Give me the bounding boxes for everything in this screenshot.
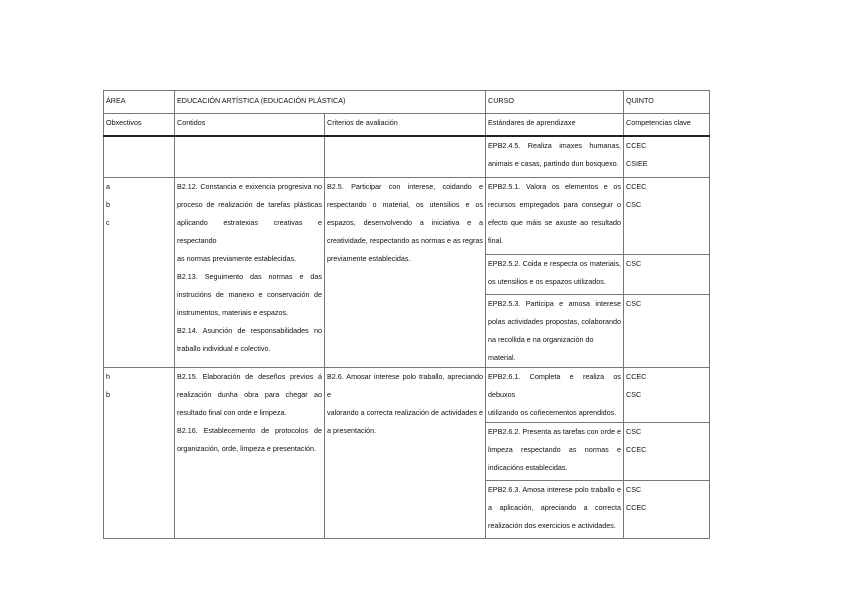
text-line: B2.5. Participar con interese, coidando e [327,182,483,191]
contidos-cell [175,136,325,178]
list-item: b [106,390,110,399]
competencias-cell [624,423,710,481]
list-item: b [106,200,110,209]
text-line: animais e casas, partindo dun bosquexo. [488,159,619,168]
text-line: B2.13. Seguimento das normas e das [177,272,322,281]
list-item: CSC [626,390,642,399]
list-item: CCEC [626,445,647,454]
text-line: limpeza respectando as normas e [488,445,621,454]
list-item: CSC [626,485,642,494]
list-item: CSC [626,427,642,436]
area-value: EDUCACIÓN ARTÍSTICA (EDUCACIÓN PLÁSTICA) [175,91,486,114]
text-line: valorando a correcta realización de actividades e [327,408,483,417]
text-line: EPB2.5.1. Valora os elementos e os [488,182,621,191]
text-line: espazos, desenvolvendo a iniciativa e a [327,218,483,227]
competencias-cell [624,295,710,368]
text-line: aplicando estratexias creativas e respectando [177,218,322,245]
text-line: B2.14. Asunción de responsabilidades no [177,326,322,335]
text-line: previamente establecidas. [327,254,411,263]
obxectivos-cell [104,136,175,178]
criterio-text [327,368,483,440]
text-line: traballo individual e colectivo. [177,344,271,353]
standard-text [488,255,621,291]
standard-cell [486,178,624,255]
text-line: B2.15. Elaboración de deseños previos á [177,372,322,381]
competencias-cell [624,255,710,295]
text-line: as normas previamente establecidas. [177,254,297,263]
table-row [104,178,710,255]
contido-paragraph [177,422,322,458]
competencias-cell [624,368,710,423]
standard-cell [486,481,624,539]
text-line: realización dunha obra para chegar ao [177,390,322,399]
curriculum-table [103,90,710,539]
area-label: ÁREA [104,91,175,114]
criterio-cell [325,178,486,368]
list-item: CSC [626,299,642,308]
text-line: EPB2.6.2. Presenta as tarefas con orde e [488,427,621,436]
text-line: realización dos exercicios e actividades. [488,521,616,530]
text-line: creatividade, respectando as normas e as regras [327,236,483,245]
text-line: recursos empregados para conseguir o [488,200,621,209]
text-line: proceso de realización de tarefas plásticas [177,200,322,209]
criterio-text [327,178,483,268]
criterio-cell [325,368,486,539]
list-item: CCEC [626,503,647,512]
standard-text [488,178,621,250]
text-line: a aplicación, apreciando a correcta [488,503,621,512]
contidos-cell [175,368,325,539]
standard-text [488,137,621,173]
standard-cell [486,255,624,295]
list-item: c [106,218,110,227]
column-header-row [104,114,710,137]
text-line: EPB2.6.1. Completa e realiza os debuxos [488,372,621,399]
standard-text [488,481,621,535]
competencias-cell [624,178,710,255]
standard-cell [486,295,624,368]
table-row [104,136,710,178]
list-item: CCEC [626,141,647,150]
text-line: EPB2.5.3. Participa e amosa interese [488,299,621,308]
competencias-cell [624,136,710,178]
list-item: CSC [626,259,642,268]
column-header-estandares: Estándares de aprendizaxe [486,114,624,137]
list-item: CSIEE [626,159,648,168]
list-item: h [106,372,110,381]
text-line: indicacións establecidas. [488,463,568,472]
criterio-cell [325,136,486,178]
list-item: a [106,182,110,191]
column-header-obxectivos: Obxectivos [104,114,175,137]
column-header-criterios: Criterios de avaliación [325,114,486,137]
text-line: final. [488,236,504,245]
contido-paragraph [177,368,322,422]
text-line: EPB2.4.5. Realiza imaxes humanas, [488,141,621,150]
contidos-cell [175,178,325,368]
text-line: na recollida e na organización do material. [488,335,594,362]
text-line: utilizando os coñecementos aprendidos. [488,408,617,417]
competencias-cell [624,481,710,539]
text-line: instrumentos, materiais e espazos. [177,308,289,317]
text-line: polas actividades propostas, colaborando [488,317,621,326]
obxectivos-cell [104,178,175,368]
list-item: CSC [626,200,642,209]
column-header-competencias: Competencias clave [624,114,710,137]
standard-text [488,295,621,367]
text-line: a presentación. [327,426,377,435]
text-line: instrucións de manexo e conservación de [177,290,322,299]
curso-label: CURSO [486,91,624,114]
table-row [104,368,710,423]
text-line: B2.6. Amosar interese polo traballo, apreciando e [327,372,483,399]
standard-cell [486,368,624,423]
text-line: B2.12. Constancia e exixencia progresiva no [177,182,322,191]
obxectivos-cell [104,368,175,539]
text-line: B2.16. Establecemento de protocolos de [177,426,322,435]
text-line: respectando o material, os utensilios e os [327,200,483,209]
text-line: organización, orde, limpeza e presentación. [177,444,317,453]
curso-value: QUINTO [624,91,710,114]
text-line: EPB2.6.3. Amosa interese polo traballo e [488,485,621,494]
standard-text [488,423,621,477]
text-line: EPB2.5.2. Coida e respecta os materiais, [488,259,621,268]
list-item: CCEC [626,372,647,381]
standard-cell [486,423,624,481]
column-header-contidos: Contidos [175,114,325,137]
contido-paragraph [177,322,322,358]
text-line: os utensilios e os espazos utilizados. [488,277,606,286]
list-item: CCEC [626,182,647,191]
text-line: efecto que máis se axuste ao resultado [488,218,621,227]
contido-paragraph [177,178,322,268]
standard-cell [486,136,624,178]
contido-paragraph [177,268,322,322]
standard-text [488,368,621,422]
header-row [104,91,710,114]
text-line: resultado final con orde e limpeza. [177,408,287,417]
